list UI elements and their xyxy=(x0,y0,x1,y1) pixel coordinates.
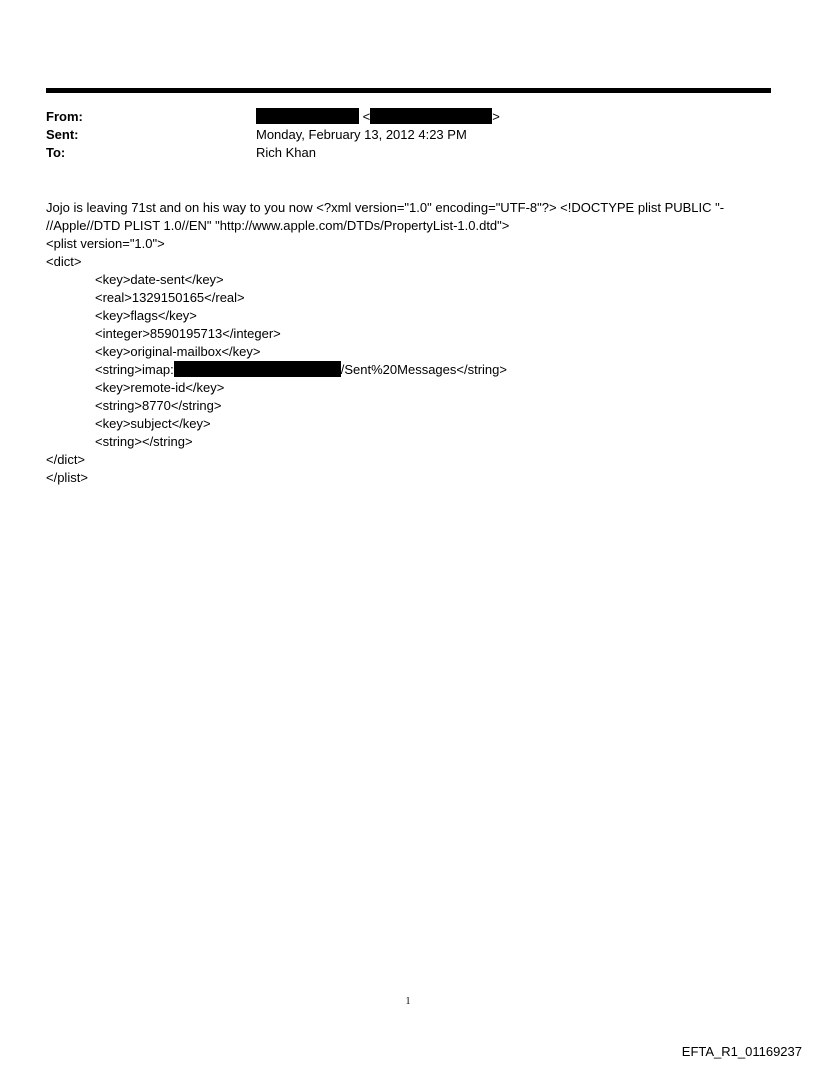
imap-prefix: <string>imap: xyxy=(95,362,174,377)
body-line: <dict> xyxy=(46,254,82,269)
body-line xyxy=(46,361,776,379)
body-line: Jojo is leaving 71st and on his way to you now <?xml version="1.0" encoding="UTF-8"?> <!DOCTYPE plist PUBLIC "- xyxy=(46,200,725,215)
header-divider xyxy=(46,88,771,93)
body-line: <string></string> xyxy=(95,434,193,449)
sent-label: Sent: xyxy=(46,127,79,142)
email-body xyxy=(46,199,776,487)
body-line: <plist version="1.0"> xyxy=(46,236,165,251)
from-lt: < xyxy=(362,109,371,124)
body-line: <key>original-mailbox</key> xyxy=(95,344,261,359)
body-line: //Apple//DTD PLIST 1.0//EN" "http://www.apple.com/DTDs/PropertyList-1.0.dtd"> xyxy=(46,218,510,233)
body-line: <integer>8590195713</integer> xyxy=(95,326,281,341)
body-line: <key>date-sent</key> xyxy=(95,272,224,287)
to-value: Rich Khan xyxy=(256,145,316,160)
body-line: <string>8770</string> xyxy=(95,398,222,413)
from-value xyxy=(256,108,500,126)
body-line: <real>1329150165</real> xyxy=(95,290,245,305)
from-gt: > xyxy=(492,109,500,124)
bates-number: EFTA_R1_01169237 xyxy=(681,1044,802,1059)
body-line: </dict> xyxy=(46,452,86,467)
redaction-block xyxy=(256,108,359,124)
body-line: </plist> xyxy=(46,470,88,485)
body-line: <key>flags</key> xyxy=(95,308,197,323)
redaction-block xyxy=(174,361,341,377)
body-line: <key>remote-id</key> xyxy=(95,380,225,395)
redaction-block xyxy=(370,108,492,124)
body-line: <key>subject</key> xyxy=(95,416,211,431)
from-label: From: xyxy=(46,109,83,124)
page-number: 1 xyxy=(405,996,411,1007)
to-label: To: xyxy=(46,145,66,160)
imap-suffix: /Sent%20Messages</string> xyxy=(340,362,507,377)
sent-value: Monday, February 13, 2012 4:23 PM xyxy=(256,127,467,142)
